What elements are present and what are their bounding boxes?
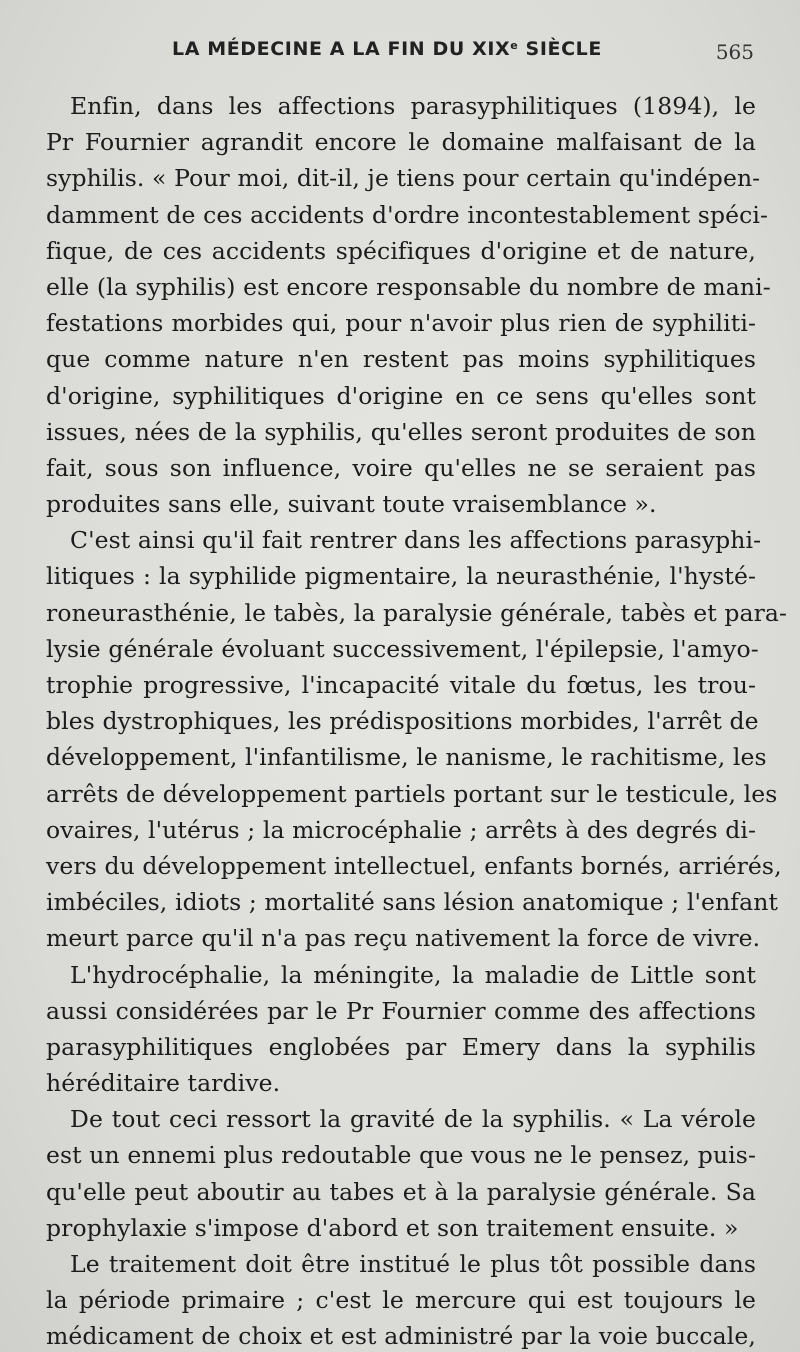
text-line: médicament de choix et est administré par la voie buccale, xyxy=(46,1322,756,1351)
text-line: prophylaxie s'impose d'abord et son traitement ensuite. » xyxy=(46,1213,739,1242)
text-line: que comme nature n'en restent pas moins syphilitiques xyxy=(46,345,756,374)
text-line: bles dystrophiques, les prédispositions morbides, l'arrêt de xyxy=(46,707,759,736)
text-line: Pr Fournier agrandit encore le domaine malfaisant de la xyxy=(46,128,756,157)
text-line: qu'elle peut aboutir au tabes et à la paralysie générale. Sa xyxy=(46,1177,756,1206)
text-line: litiques : la syphilide pigmentaire, la neurasthénie, l'hysté- xyxy=(46,562,756,591)
text-line: syphilis. « Pour moi, dit-il, je tiens pour certain qu'indépen- xyxy=(46,164,761,193)
text-line: elle (la syphilis) est encore responsable du nombre de mani- xyxy=(46,272,771,301)
text-line: produites sans elle, suivant toute vraisemblance ». xyxy=(46,490,657,519)
text-line: héréditaire tardive. xyxy=(46,1069,281,1098)
text-line: trophie progressive, l'incapacité vitale du fœtus, les trou- xyxy=(46,671,756,699)
text-line: est un ennemi plus redoutable que vous ne le pensez, puis- xyxy=(46,1141,756,1170)
text-line: lysie générale évoluant successivement, l'épilepsie, l'amyo- xyxy=(46,634,759,663)
text-line: parasyphilitiques englobées par Emery dans la syphilis xyxy=(46,1032,756,1061)
text-line: la période primaire ; c'est le mercure qui est toujours le xyxy=(46,1286,756,1315)
running-title-superscript: e xyxy=(510,39,519,52)
text-line: festations morbides qui, pour n'avoir plus rien de syphiliti- xyxy=(46,309,756,338)
page-number: 565 xyxy=(715,40,754,64)
text-line: issues, nées de la syphilis, qu'elles seront produites de son xyxy=(46,417,756,446)
text-line: d'origine, syphilitiques d'origine en ce sens qu'elles sont xyxy=(46,381,756,410)
text-line: meurt parce qu'il n'a pas reçu nativement la force de vivre. xyxy=(46,924,761,953)
running-title-end: SIÈCLE xyxy=(518,38,602,60)
running-title-main: LA MÉDECINE A LA FIN DU XIX xyxy=(172,38,511,60)
text-line: ovaires, l'utérus ; la microcéphalie ; arrêts à des degrés di- xyxy=(46,815,756,844)
text-line: roneurasthénie, le tabès, la paralysie générale, tabès et para- xyxy=(46,598,788,627)
running-title xyxy=(172,38,602,60)
text-line: L'hydrocéphalie, la méningite, la maladie de Little sont xyxy=(70,960,756,989)
running-head xyxy=(0,38,800,68)
text-line: C'est ainsi qu'il fait rentrer dans les affections parasyphi- xyxy=(70,526,762,555)
text-line: Le traitement doit être institué le plus tôt possible dans xyxy=(70,1250,756,1278)
body-text xyxy=(46,88,788,1352)
text-line: imbéciles, idiots ; mortalité sans lésion anatomique ; l'enfant xyxy=(46,888,778,917)
text-line: développement, l'infantilisme, le nanisme, le rachitisme, les xyxy=(46,743,767,772)
text-line: fait, sous son influence, voire qu'elles ne se seraient pas xyxy=(46,453,756,482)
text-line: Enfin, dans les affections parasyphilitiques (1894), le xyxy=(70,92,756,120)
text-line: aussi considérées par le Pr Fournier comme des affections xyxy=(46,996,756,1025)
text-line: vers du développement intellectuel, enfants bornés, arriérés, xyxy=(46,851,782,880)
text-line: fique, de ces accidents spécifiques d'origine et de nature, xyxy=(46,236,756,265)
text-line: De tout ceci ressort la gravité de la syphilis. « La vérole xyxy=(70,1105,756,1134)
text-line: arrêts de développement partiels portant sur le testicule, les xyxy=(46,779,778,808)
text-line: damment de ces accidents d'ordre incontestablement spéci- xyxy=(46,200,769,229)
